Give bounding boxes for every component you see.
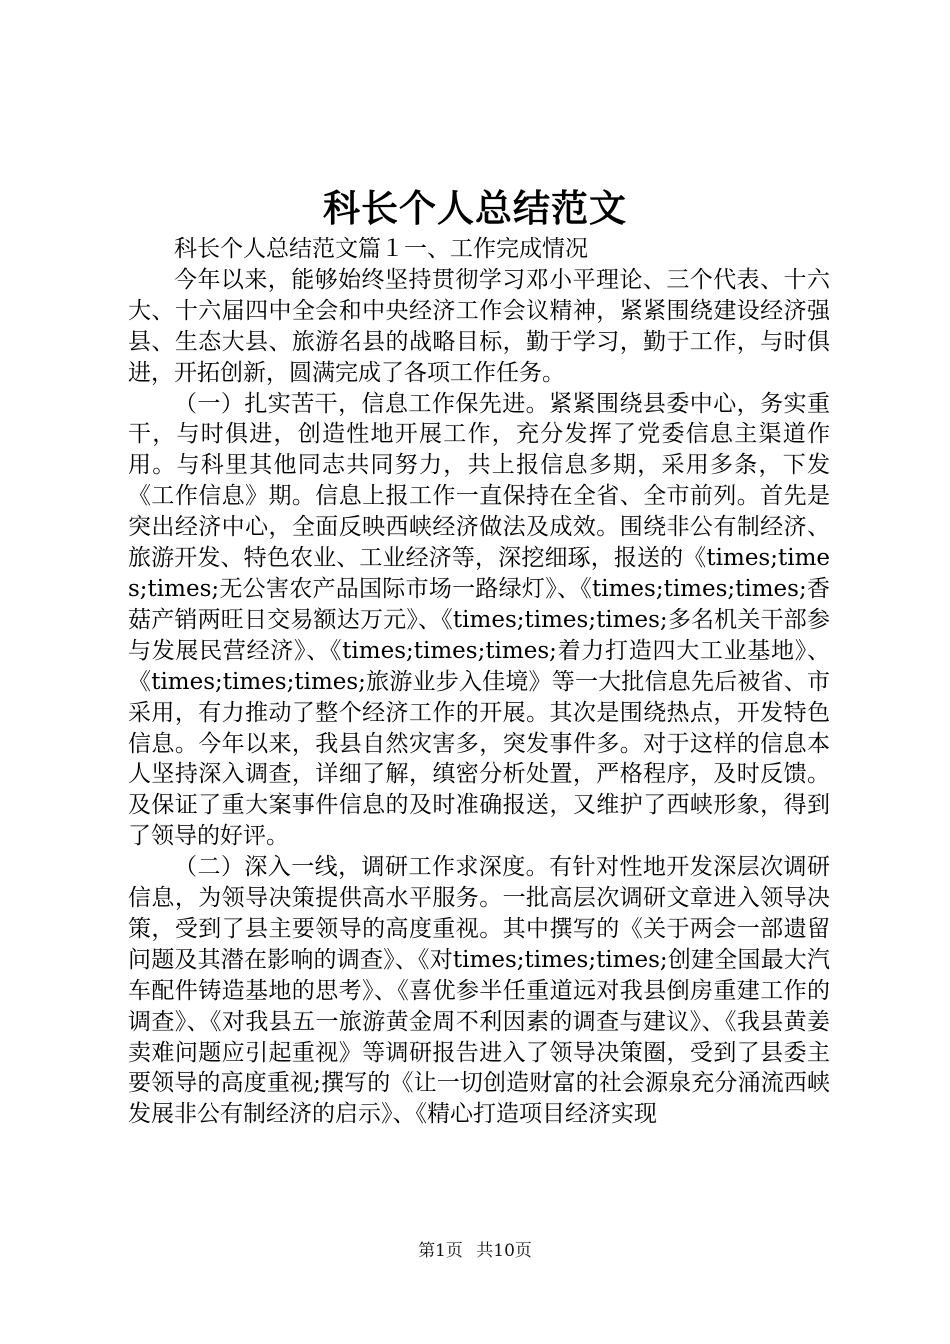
page-total: 共10页 — [476, 1241, 532, 1261]
heading-line: 科长个人总结范文篇１一、工作完成情况 — [174, 236, 588, 262]
paragraph-2: （一）扎实苦干，信息工作保先进。紧紧围绕县委中心，务实重干，与时俱进，创造性地开展工作，充分发挥了党委信息主渠道作用。与科里其他同志共同努力，共上报信息多期，采用多条，下发《工作信息》期。信息上报工作一直保持在全省、全市前列。首先是突出经济中心，全面反映西峡经济做法及成效。围绕非公有制经济、旅游开发、特色农业、工业经济等，深挖细琢，报送的《times;times;times;无公害农产品国际市场一路绿灯》、《times;times;times;香菇产销两旺日交易额达万元》、《times;times;times;多名机关干部参与发展民营经济》、《times;times;times;着力打造四大工业基地》、《times;times;times;旅游业步入佳境》等一大批信息先后被省、市采用，有力推动了整个经济工作的开展。其次是围绕热点，开发特色信息。今年以来，我县自然灾害多，突发事件多。对于这样的信息本人坚持深入调查，详细了解，缜密分析处置，严格程序，及时反馈。及保证了重大案事件信息的及时准确报送，又维护了西峡形象，得到了领导的好评。 — [128, 390, 830, 850]
document-body — [128, 234, 830, 1130]
page-footer — [0, 1240, 950, 1262]
paragraph-3: （二）深入一线，调研工作求深度。有针对性地开发深层次调研信息，为领导决策提供高水平服务。一批高层次调研文章进入领导决策，受到了县主要领导的高度重视。其中撰写的《关于两会一部遗留问题及其潜在影响的调查》、《对times;times;times;创建全国最大汽车配件铸造基地的思考》、《喜优参半任重道远对我县倒房重建工作的调查》、《对我县五一旅游黄金周不利因素的调查与建议》、《我县黄姜卖难问题应引起重视》等调研报告进入了领导决策圈，受到了县委主要领导的高度重视;撰写的《让一切创造财富的社会源泉充分涌流西峡发展非公有制经济的启示》、《精心打造项目经济实现 — [128, 854, 830, 1128]
document-title: 科长个人总结范文 — [323, 186, 627, 230]
paragraph-1: 今年以来，能够始终坚持贯彻学习邓小平理论、三个代表、十六大、十六届四中全会和中央经济工作会议精神，紧紧围绕建设经济强县、生态大县、旅游名县的战略目标，勤于学习，勤于工作，与时俱进，开拓创新，圆满完成了各项工作任务。 — [128, 266, 830, 386]
page-number: 第1页 — [418, 1241, 463, 1261]
